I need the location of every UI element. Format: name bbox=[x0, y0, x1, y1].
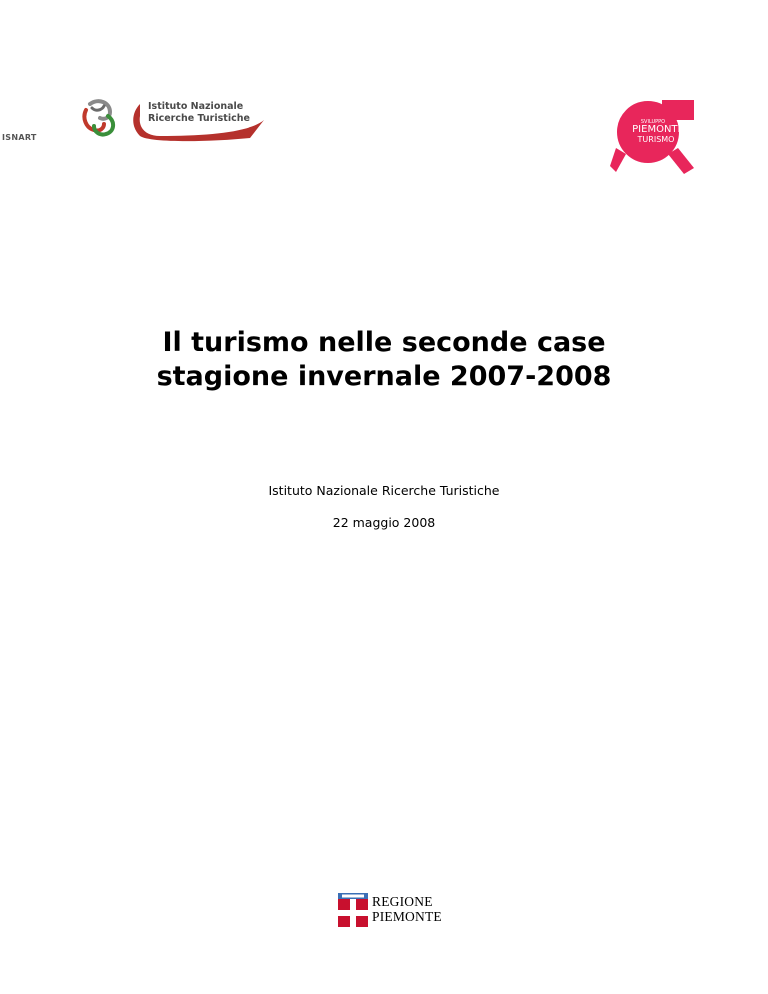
regione-line1: REGIONE bbox=[372, 894, 433, 909]
spt-logo-top: SVILUPPO bbox=[640, 119, 666, 125]
title-line2: stagione invernale 2007-2008 bbox=[156, 361, 612, 392]
title-line1: Il turismo nelle seconde case bbox=[162, 327, 606, 358]
isnart-name-line2: Ricerche Turistiche bbox=[148, 113, 250, 124]
regione-line2: PIEMONTE bbox=[372, 909, 442, 924]
page-title bbox=[0, 326, 768, 394]
isnart-name bbox=[148, 101, 250, 125]
isnart-abbreviation: ISNART bbox=[2, 133, 37, 142]
institute-name: Istituto Nazionale Ricerche Turistiche bbox=[268, 483, 500, 498]
publication-date: 22 maggio 2008 bbox=[332, 515, 436, 530]
spt-logo-bottom: TURISMO bbox=[637, 135, 675, 144]
isnart-name-line1: Istituto Nazionale bbox=[148, 101, 244, 112]
isnart-knot-icon bbox=[80, 98, 120, 146]
piedmont-coat-of-arms-icon bbox=[338, 893, 368, 927]
spt-logo-middle: PIEMONTE bbox=[632, 124, 684, 135]
regione-piemonte-wordmark bbox=[372, 894, 442, 924]
